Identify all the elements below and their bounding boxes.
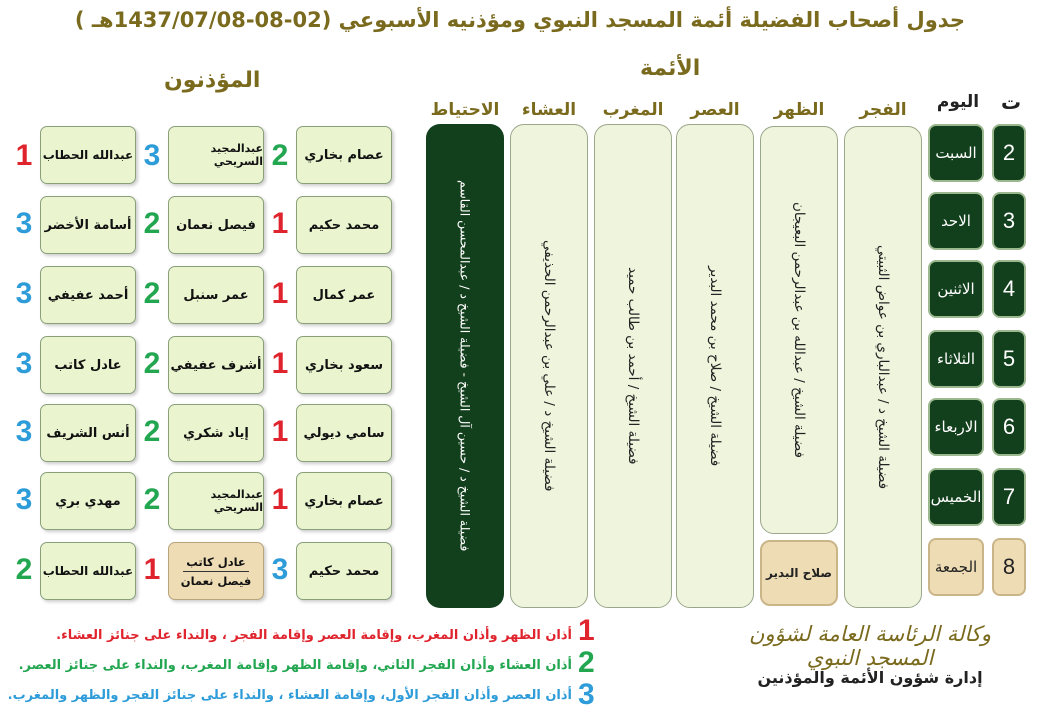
department-name: إدارة شؤون الأئمة والمؤذنين bbox=[757, 668, 983, 687]
muezzin-box: عمر سنبل bbox=[168, 266, 264, 324]
col-header-asr: العصر bbox=[690, 100, 740, 120]
imam-cell-isha bbox=[510, 124, 588, 608]
day-num-cell: 3 bbox=[992, 192, 1026, 250]
muezzin-number: 2 bbox=[143, 277, 161, 310]
muezzin-number: 2 bbox=[15, 553, 33, 586]
muezzin-box: محمد حكيم bbox=[296, 542, 392, 600]
page-title: جدول أصحاب الفضيلة أئمة المسجد النبوي ومؤذنيه الأسبوعي (02-08-1437/07/08هـ ) bbox=[74, 8, 966, 32]
muezzin-box: أشرف عفيفي bbox=[168, 336, 264, 394]
day-name-cell: الاحد bbox=[928, 192, 984, 250]
muezzin-name: عادل كاتب bbox=[186, 554, 246, 569]
muezzin-box: سعود بخاري bbox=[296, 336, 392, 394]
imam-cell-reserve bbox=[426, 124, 504, 608]
muezzin-number: 3 bbox=[15, 483, 33, 516]
note-text: أذان الظهر وأذان المغرب، وإقامة العصر وإقامة الفجر ، والنداء على جنائز العشاء. bbox=[56, 628, 572, 643]
col-header-dhuhr: الظهر bbox=[773, 100, 825, 120]
imam-name: صلاح البدير bbox=[766, 566, 832, 580]
day-num-cell: 4 bbox=[992, 260, 1026, 318]
imam-name: فضيلة الشيخ د / حسين آل الشيخ - فضيلة الشيخ د / عبدالمحسن القاسم bbox=[457, 180, 473, 552]
imam-cell-dhuhr-friday bbox=[760, 540, 838, 606]
day-num-cell: 8 bbox=[992, 538, 1026, 596]
note-number: 2 bbox=[578, 646, 595, 679]
col-header-num: ت bbox=[1000, 90, 1022, 114]
muezzin-box-shared bbox=[168, 542, 264, 600]
col-header-reserve: الاحتياط bbox=[430, 100, 500, 120]
divider bbox=[183, 571, 249, 572]
note-text: أذان العصر وأذان الفجر الأول، وإقامة العشاء ، والنداء على جنائز الفجر والظهر والمغرب. bbox=[7, 688, 572, 703]
day-num-cell: 5 bbox=[992, 330, 1026, 388]
muezzin-number: 1 bbox=[271, 483, 289, 516]
muezzin-number: 2 bbox=[271, 139, 289, 172]
muezzin-box: عبدالمجيد السريحي bbox=[168, 126, 264, 184]
muezzin-number: 3 bbox=[143, 139, 161, 172]
day-name-cell: السبت bbox=[928, 124, 984, 182]
imam-name: فضيلة الشيخ / عبدالله بن عبدالرحمن البعيجان bbox=[791, 202, 807, 458]
muezzin-box: أحمد عفيفي bbox=[40, 266, 136, 324]
muezzin-number: 3 bbox=[15, 347, 33, 380]
imam-name: فضيلة الشيخ د / عبدالباري بن عواض الثبيتي bbox=[875, 244, 891, 490]
day-name-cell: الاربعاء bbox=[928, 398, 984, 456]
day-name-cell: الخميس bbox=[928, 468, 984, 526]
muezzin-number: 1 bbox=[271, 207, 289, 240]
muezzins-section-title: المؤذنون bbox=[164, 68, 261, 93]
muezzin-box: عبدالمجيد السريحي bbox=[168, 472, 264, 530]
imams-section-title: الأئمة bbox=[640, 56, 701, 81]
muezzin-box: أنس الشريف bbox=[40, 404, 136, 462]
muezzin-box: عصام بخاري bbox=[296, 126, 392, 184]
day-name-cell: الثلاثاء bbox=[928, 330, 984, 388]
muezzin-box: عبدالله الحطاب bbox=[40, 126, 136, 184]
agency-logo-text: وكالة الرئاسة العامة لشؤون المسجد النبوي bbox=[749, 622, 991, 670]
day-num-cell: 2 bbox=[992, 124, 1026, 182]
muezzin-box: محمد حكيم bbox=[296, 196, 392, 254]
day-name-cell: الجمعة bbox=[928, 538, 984, 596]
imam-name: فضيلة الشيخ / صلاح بن محمد البدير bbox=[707, 265, 723, 467]
muezzin-number: 3 bbox=[15, 207, 33, 240]
col-header-maghrib: المغرب bbox=[602, 100, 664, 120]
muezzin-name: فيصل نعمان bbox=[180, 573, 252, 588]
muezzin-number: 2 bbox=[143, 483, 161, 516]
muezzin-box: أسامة الأخضر bbox=[40, 196, 136, 254]
muezzin-number: 2 bbox=[143, 347, 161, 380]
muezzin-number: 3 bbox=[15, 415, 33, 448]
muezzin-number: 1 bbox=[271, 347, 289, 380]
muezzin-box: عمر كمال bbox=[296, 266, 392, 324]
note-number: 3 bbox=[578, 678, 595, 711]
muezzin-number: 3 bbox=[15, 277, 33, 310]
col-header-fajr: الفجر bbox=[859, 100, 907, 120]
muezzin-number: 2 bbox=[143, 415, 161, 448]
note-number: 1 bbox=[578, 614, 595, 647]
day-name-cell: الاثنين bbox=[928, 260, 984, 318]
muezzin-box: عادل كاتب bbox=[40, 336, 136, 394]
muezzin-number: 1 bbox=[143, 553, 161, 586]
muezzin-box: فيصل نعمان bbox=[168, 196, 264, 254]
day-num-cell: 7 bbox=[992, 468, 1026, 526]
imam-cell-dhuhr bbox=[760, 126, 838, 534]
muezzin-box: عصام بخاري bbox=[296, 472, 392, 530]
muezzin-number: 1 bbox=[15, 139, 33, 172]
day-num-cell: 6 bbox=[992, 398, 1026, 456]
col-header-day: اليوم bbox=[936, 92, 980, 112]
imam-cell-asr bbox=[676, 124, 754, 608]
muezzin-box: إياد شكري bbox=[168, 404, 264, 462]
imam-name: فضيلة الشيخ / أحمد بن طالب حميد bbox=[625, 267, 641, 465]
muezzin-number: 2 bbox=[143, 207, 161, 240]
col-header-isha: العشاء bbox=[521, 100, 577, 120]
muezzin-box: مهدي بري bbox=[40, 472, 136, 530]
muezzin-box: عبدالله الحطاب bbox=[40, 542, 136, 600]
imam-cell-maghrib bbox=[594, 124, 672, 608]
muezzin-box: سامي ديولي bbox=[296, 404, 392, 462]
muezzin-number: 1 bbox=[271, 277, 289, 310]
note-text: أذان العشاء وأذان الفجر الثاني، وإقامة الظهر وإقامة المغرب، والنداء على جنائز العصر. bbox=[18, 658, 572, 673]
imam-cell-fajr bbox=[844, 126, 922, 608]
muezzin-number: 3 bbox=[271, 553, 289, 586]
muezzin-number: 1 bbox=[271, 415, 289, 448]
imam-name: فضيلة الشيخ د / علي بن عبدالرحمن الحذيفي bbox=[541, 240, 557, 492]
